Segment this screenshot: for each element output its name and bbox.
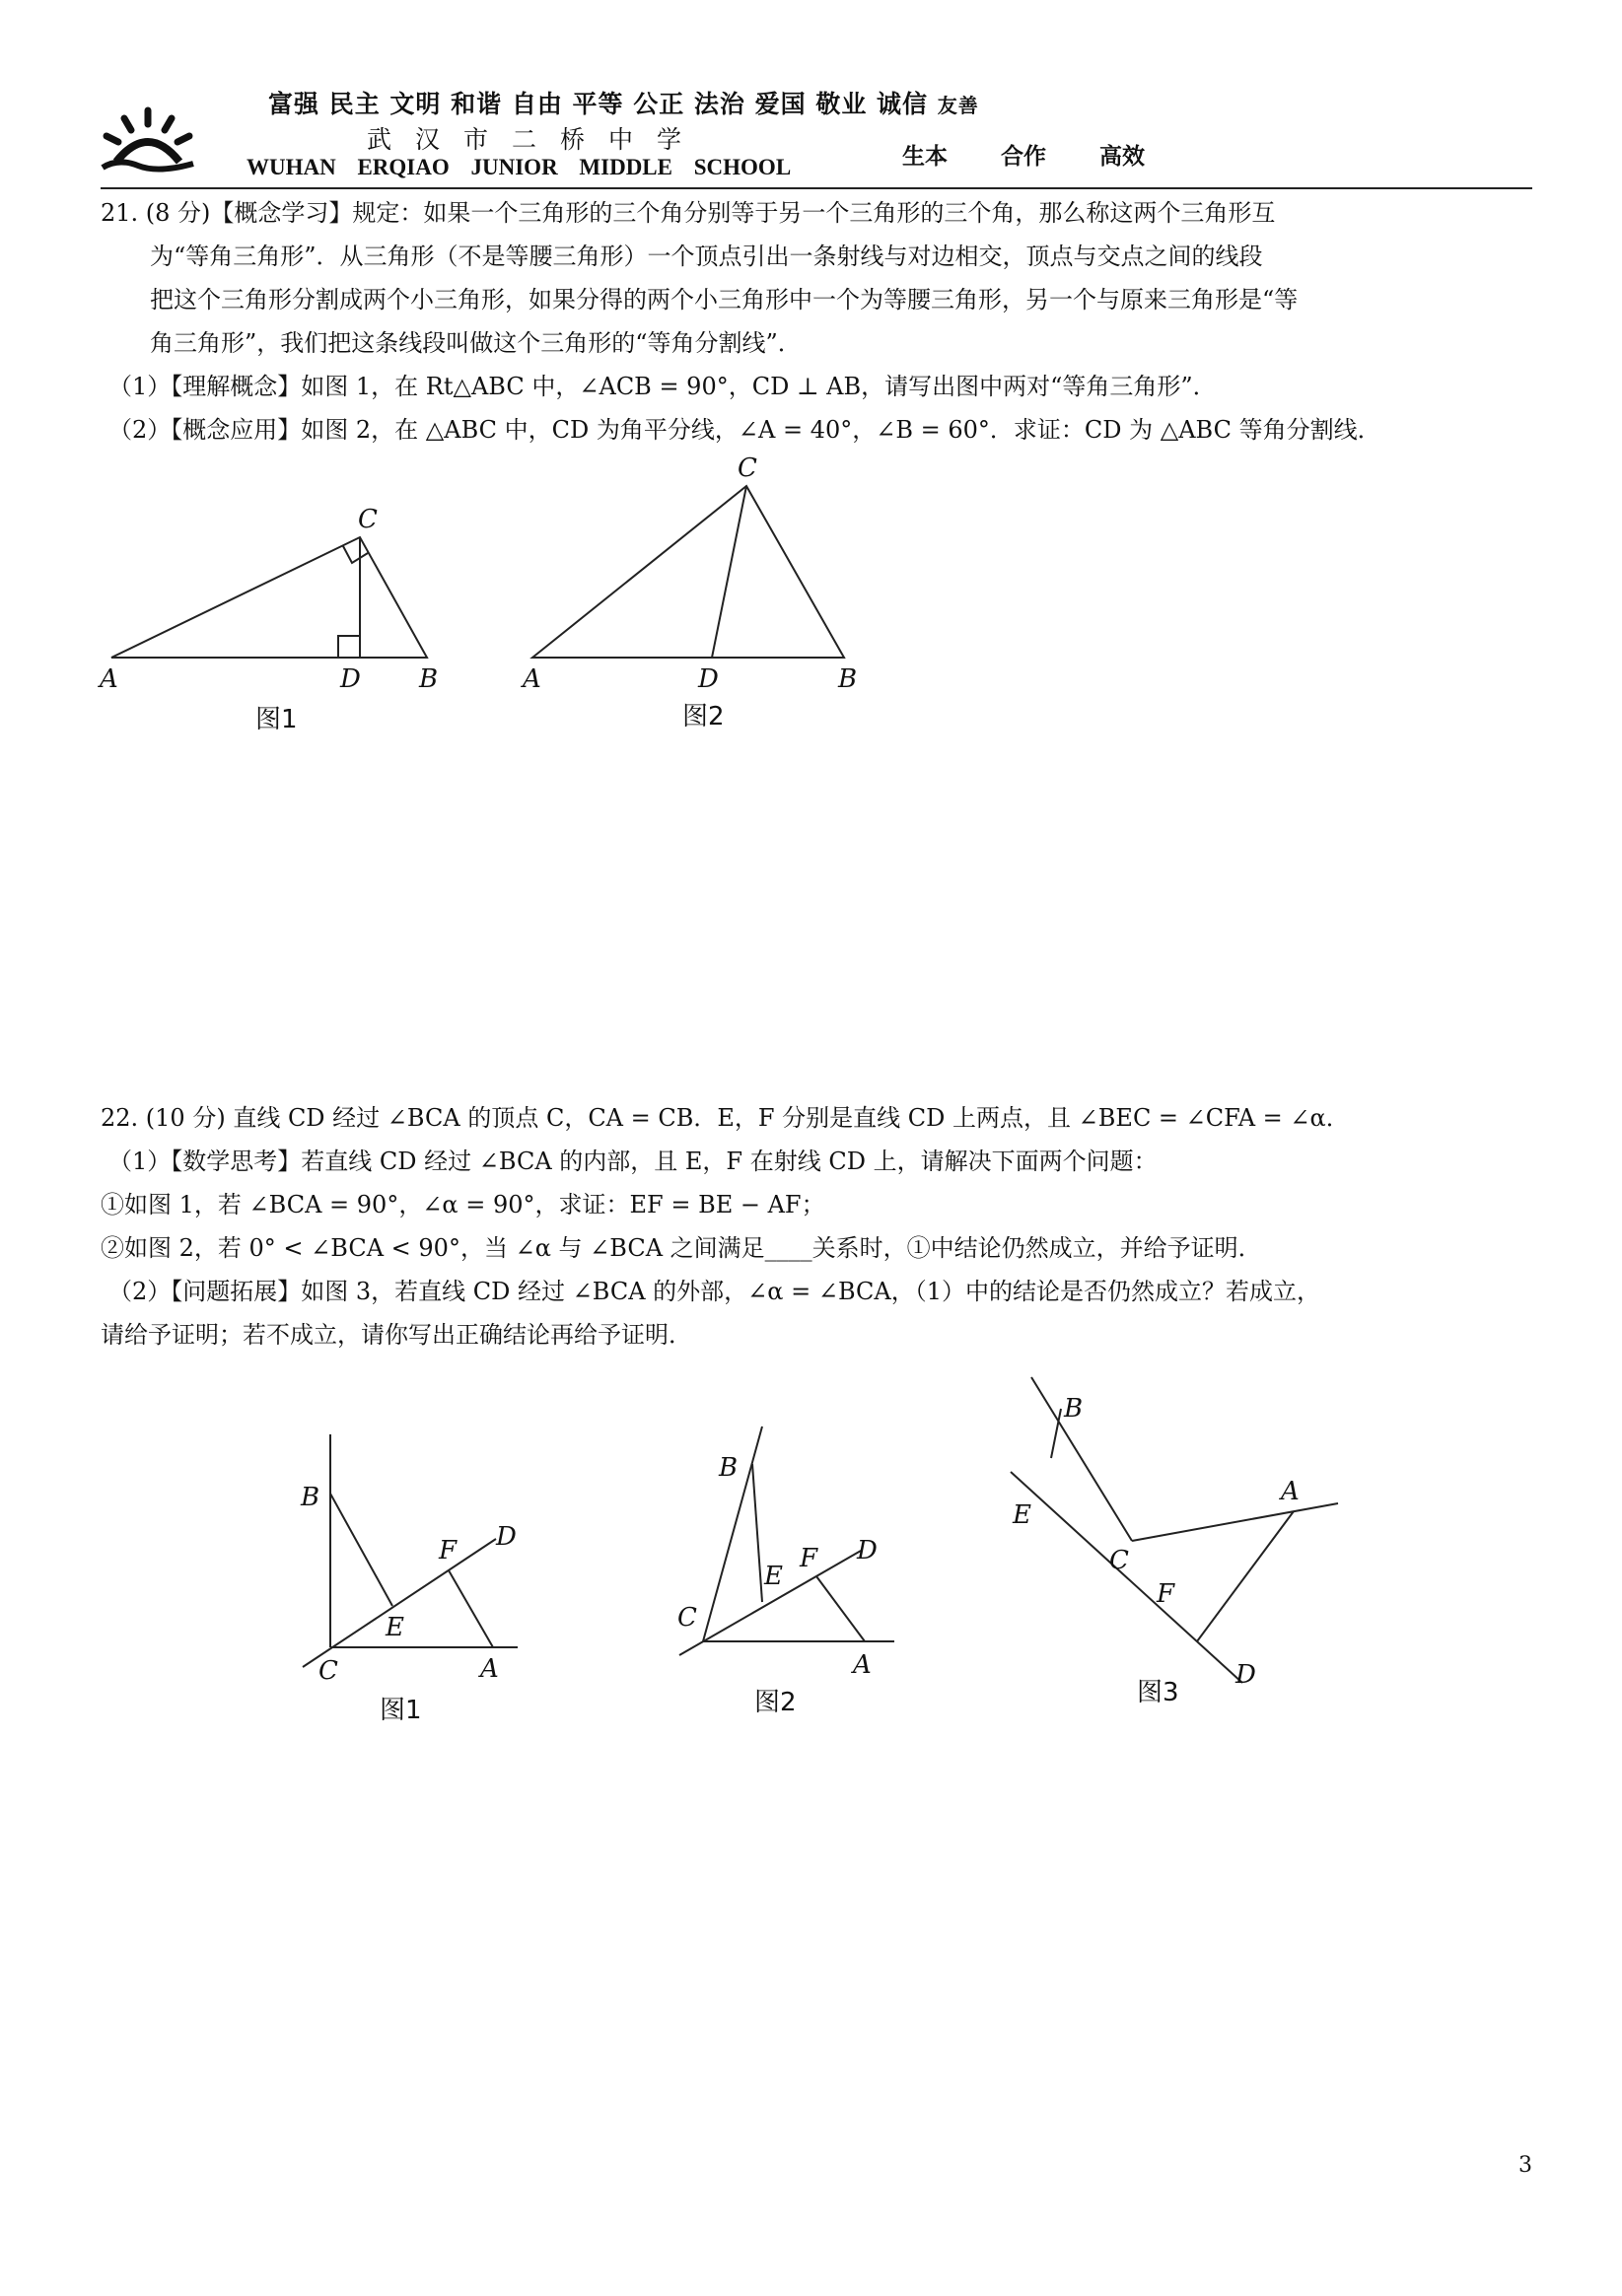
core-values-main: 富强 民主 文明 和谐 自由 平等 公正 法治 爱国 敬业 诚信: [268, 90, 929, 118]
q22-fig2-label-E: E: [764, 1562, 783, 1591]
q22-fig2-label-A: A: [853, 1650, 872, 1680]
q22-line5: （2）【问题拓展】如图 3，若直线 CD 经过 ∠BCA 的外部，∠α = ∠BCA，（1）中的结论是否仍然成立？若成立，: [108, 1278, 1321, 1305]
q22-fig3-label-A: A: [1281, 1477, 1300, 1506]
q22-line1: 22. (10 分) 直线 CD 经过 ∠BCA 的顶点 C，CA = CB．E，F 分别是直线 CD 上两点，且 ∠BEC = ∠CFA = ∠α．: [101, 1104, 1350, 1132]
q21-fig2-label-A: A: [523, 664, 541, 694]
q22-line6: 请给予证明；若不成立，请你写出正确结论再给予证明．: [101, 1321, 692, 1349]
q21-line4: 角三角形”，我们把这条线段叫做这个三角形的“等角分割线”．: [150, 329, 802, 357]
q22-line2: （1）【数学思考】若直线 CD 经过 ∠BCA 的内部，且 E，F 在射线 CD 上，请解决下面两个问题：: [108, 1148, 1158, 1175]
school-logo: [99, 106, 197, 175]
q21-fig1-label-A: A: [100, 664, 118, 694]
header-divider: [101, 187, 1532, 189]
q21-fig2-label-B: B: [838, 664, 858, 694]
q21-fig1-label-B: B: [419, 664, 439, 694]
q21-line2: 为“等角三角形”．从三角形（不是等腰三角形）一个顶点引出一条射线与对边相交，顶点与交点之间的线段: [150, 243, 1263, 270]
school-name-en: WUHAN ERQIAO JUNIOR MIDDLE SCHOOL: [247, 155, 792, 179]
q22-fig3-label-B: B: [1064, 1394, 1084, 1424]
q22-fig2-label-C: C: [677, 1603, 697, 1633]
q22-fig1-label-C: C: [318, 1656, 338, 1686]
q22-fig1-label-F: F: [439, 1536, 458, 1565]
q22-line4: ②如图 2，若 0° < ∠BCA < 90°，当 ∠α 与 ∠BCA 之间满足____关系时，①中结论仍然成立，并给予证明．: [101, 1234, 1262, 1262]
q22-figure-3: [1001, 1365, 1366, 1710]
q22-fig1-caption: 图1: [380, 1696, 422, 1725]
q22-fig1-label-D: D: [496, 1522, 517, 1552]
q22-fig3-label-F: F: [1157, 1579, 1175, 1609]
q21-part1: （1）【理解概念】如图 1，在 Rt△ABC 中，∠ACB = 90°，CD ⊥ AB，请写出图中两对“等角三角形”．: [108, 373, 1217, 400]
core-values: [268, 85, 979, 120]
q21-fig1-label-C: C: [358, 505, 378, 534]
q22-fig3-label-E: E: [1013, 1500, 1031, 1530]
school-name-cn: 武汉市二桥中学: [367, 125, 706, 154]
q22-fig3-caption: 图3: [1137, 1678, 1179, 1707]
core-values-tail: 友善: [937, 94, 979, 117]
q22-fig3-label-D: D: [1235, 1660, 1256, 1690]
q22-fig2-caption: 图2: [754, 1688, 797, 1717]
q22-fig1-label-E: E: [386, 1613, 404, 1642]
q21-fig1-caption: 图1: [255, 705, 298, 734]
q21-figure-2: [513, 449, 887, 744]
school-motto: 生本 合作 高效: [902, 144, 1146, 170]
q21-line1: 21. (8 分)【概念学习】规定：如果一个三角形的三个角分别等于另一个三角形的三个角，那么称这两个三角形互: [101, 199, 1276, 227]
q21-part2: （2）【概念应用】如图 2，在 △ABC 中，CD 为角平分线，∠A = 40°，∠B = 60°．求证：CD 为 △ABC 等角分割线．: [108, 416, 1381, 444]
q22-fig2-label-D: D: [857, 1536, 878, 1565]
q22-line3: ①如图 1，若 ∠BCA = 90°，∠α = 90°，求证：EF = BE − AF；: [101, 1191, 825, 1218]
q22-fig3-label-C: C: [1109, 1546, 1129, 1575]
q22-figure-2: [656, 1415, 912, 1720]
q21-figure-1: [94, 498, 468, 744]
page-number: 3: [1518, 2153, 1532, 2178]
q22-fig1-label-B: B: [301, 1483, 320, 1512]
q22-figure-1: [291, 1415, 557, 1730]
q21-fig1-label-D: D: [340, 664, 361, 694]
q21-fig2-label-C: C: [738, 453, 757, 483]
q22-fig1-label-A: A: [480, 1654, 499, 1684]
q22-fig2-label-F: F: [800, 1544, 818, 1573]
q21-fig2-label-D: D: [698, 664, 719, 694]
q22-fig2-label-B: B: [719, 1453, 739, 1483]
q21-line3: 把这个三角形分割成两个小三角形，如果分得的两个小三角形中一个为等腰三角形，另一个与原来三角形是“等: [150, 286, 1299, 313]
q21-fig2-caption: 图2: [682, 702, 725, 731]
